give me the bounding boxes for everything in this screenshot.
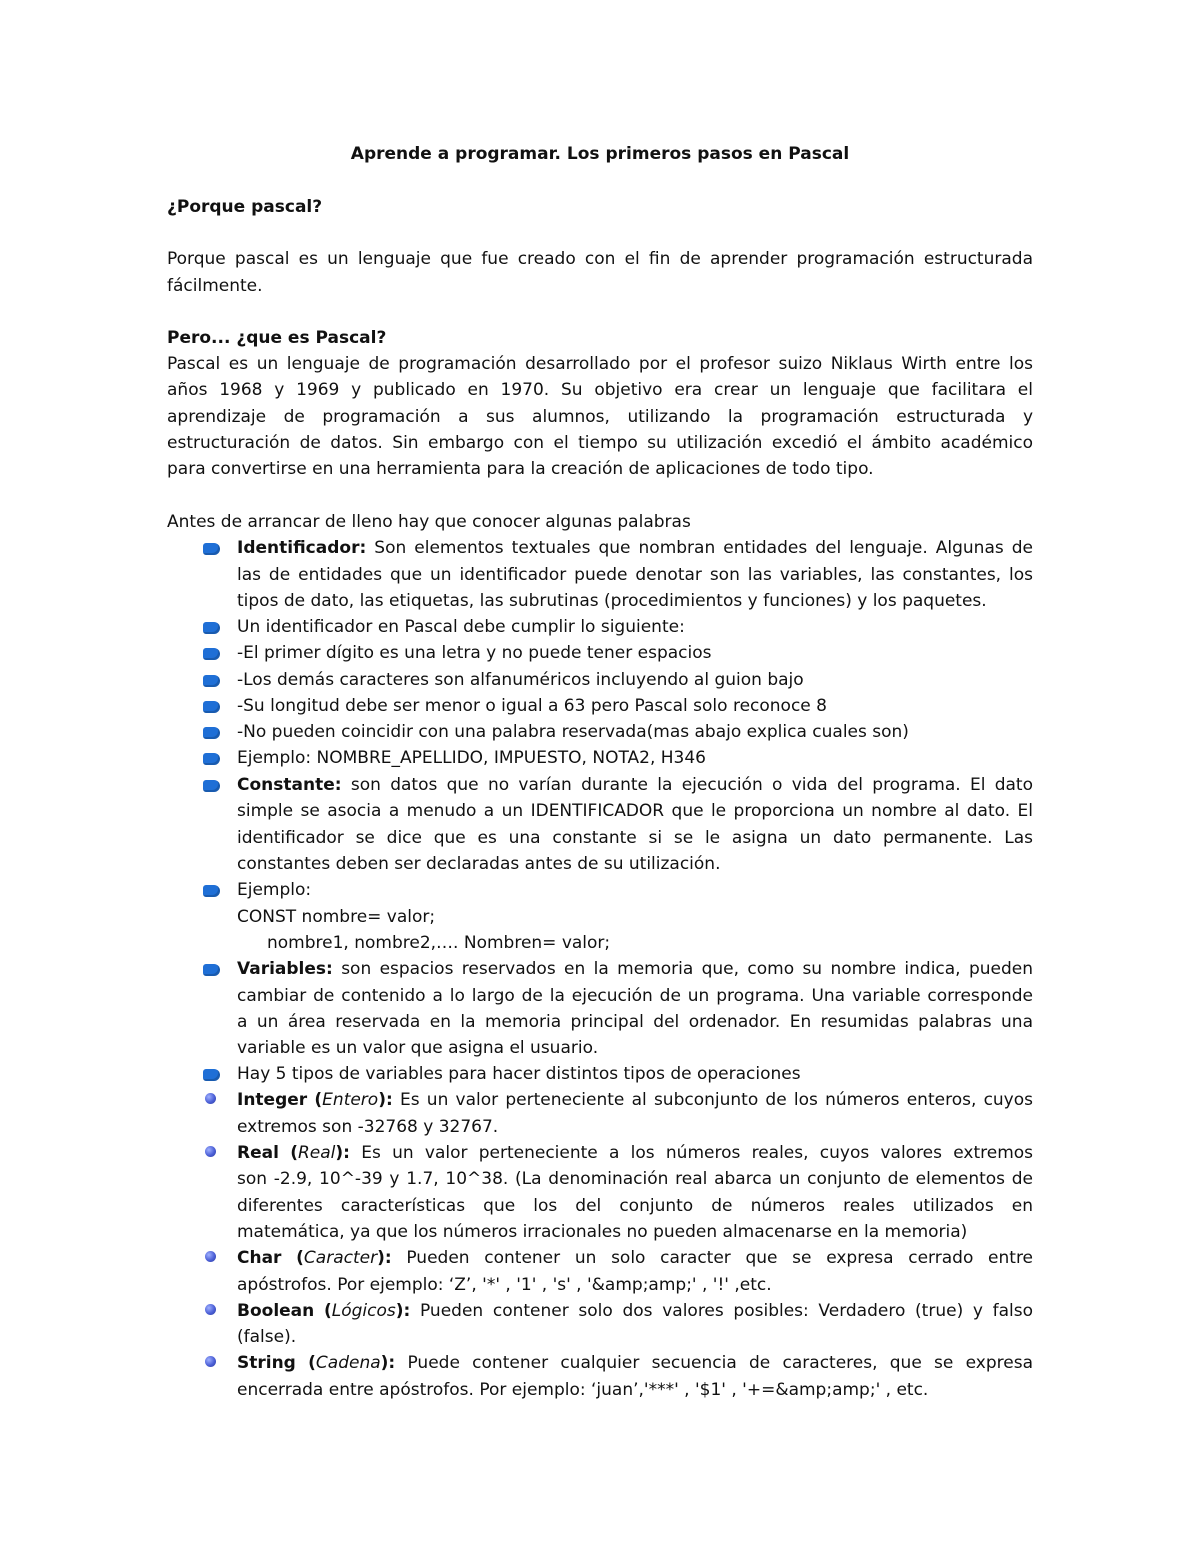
intro-line: Antes de arrancar de lleno hay que conocer algunas palabras bbox=[167, 512, 691, 532]
list-item-continuation: (false). bbox=[237, 1327, 297, 1347]
arrow-bullet-icon bbox=[203, 727, 220, 739]
list-item: -Los demás caracteres son alfanuméricos incluyendo al guion bajo bbox=[237, 670, 804, 690]
round-bullet-icon bbox=[205, 1093, 216, 1104]
list-item: -Su longitud debe ser menor o igual a 63 pero Pascal solo reconoce 8 bbox=[237, 696, 827, 716]
list-item bbox=[237, 773, 1033, 797]
arrow-bullet-icon bbox=[203, 701, 220, 713]
list-item-text: son espacios reservados en la memoria que, como su nombre indica, pueden bbox=[341, 959, 1033, 979]
list-item-text: Son elementos textuales que nombran entidades del lenguaje. Algunas de bbox=[374, 538, 1033, 558]
arrow-bullet-icon bbox=[203, 964, 220, 976]
term-alias: Real bbox=[297, 1143, 336, 1163]
list-item-continuation: extremos son -32768 y 32767. bbox=[237, 1117, 499, 1137]
list-item-continuation: diferentes características que los del conjunto de números reales utilizados en bbox=[237, 1196, 1033, 1216]
document-title: Aprende a programar. Los primeros pasos en Pascal bbox=[350, 144, 850, 164]
list-item-text: Puede contener cualquier secuencia de caracteres, que se expresa bbox=[407, 1353, 1033, 1373]
term: String bbox=[237, 1353, 296, 1373]
list-item-text: Pueden contener solo dos valores posibles: Verdadero (true) y falso bbox=[419, 1301, 1034, 1321]
list-item: Integer (Entero): Es un valor perteneciente al subconjunto de los números enteros, cuyos bbox=[237, 1090, 1034, 1110]
paragraph-line: Porque pascal es un lenguaje que fue creado con el fin de aprender programación estructurada bbox=[167, 249, 1033, 269]
list-item-text: Es un valor perteneciente al subconjunto de los números enteros, cuyos bbox=[400, 1090, 1034, 1110]
list-item: Ejemplo: bbox=[237, 880, 312, 900]
term: Integer bbox=[237, 1090, 308, 1110]
list-item-continuation: son -2.9, 10^-39 y 1.7, 10^38. (La denominación real abarca un conjunto de elementos de bbox=[237, 1169, 1033, 1189]
arrow-bullet-icon bbox=[203, 648, 220, 660]
term-alias: Lógicos bbox=[331, 1301, 396, 1321]
paragraph-line: Pascal es un lenguaje de programación desarrollado por el profesor suizo Niklaus Wirth entre los bbox=[167, 354, 1033, 374]
paragraph-line: fácilmente. bbox=[167, 276, 263, 296]
arrow-bullet-icon bbox=[203, 780, 220, 792]
arrow-bullet-icon bbox=[203, 622, 220, 634]
term-alias: Caracter bbox=[303, 1248, 378, 1268]
list-item: Char (Caracter): Pueden contener un solo caracter que se expresa cerrado entre bbox=[237, 1248, 1034, 1268]
section-heading-que-es-pascal: Pero... ¿que es Pascal? bbox=[167, 328, 387, 348]
term: Char bbox=[237, 1248, 282, 1268]
list-item: -El primer dígito es una letra y no puede tener espacios bbox=[237, 643, 712, 663]
list-item: -No pueden coincidir con una palabra reservada(mas abajo explica cuales son) bbox=[237, 722, 909, 742]
term: Identificador: bbox=[237, 538, 367, 558]
list-item-continuation: encerrada entre apóstrofos. Por ejemplo: ‘juan’,'***' , '$1' , '+=&amp;amp;' , etc. bbox=[237, 1380, 929, 1400]
term: Real bbox=[237, 1143, 279, 1163]
list-item-text: Pueden contener un solo caracter que se expresa cerrado entre bbox=[406, 1248, 1034, 1268]
paragraph-line: estructuración de datos. Sin embargo con el tiempo su utilización excedió el ámbito académico bbox=[167, 433, 1033, 453]
list-item-continuation: tipos de dato, las etiquetas, las subrutinas (procedimientos y funciones) y los paquetes. bbox=[237, 591, 987, 611]
arrow-bullet-icon bbox=[203, 753, 220, 765]
list-item-continuation: las de entidades que un identificador puede denotar son las variables, las constantes, los bbox=[237, 565, 1033, 585]
list-item-continuation: matemática, ya que los números irracionales no pueden almacenarse en la memoria) bbox=[237, 1222, 968, 1242]
round-bullet-icon bbox=[205, 1146, 216, 1157]
term-alias: Entero bbox=[322, 1090, 379, 1110]
arrow-bullet-icon bbox=[203, 675, 220, 687]
list-item: Hay 5 tipos de variables para hacer distintos tipos de operaciones bbox=[237, 1064, 801, 1084]
term-alias: Cadena bbox=[315, 1353, 381, 1373]
list-item bbox=[237, 536, 1033, 560]
list-item-text: son datos que no varían durante la ejecución o vida del programa. El dato bbox=[350, 775, 1034, 795]
list-item-continuation: variable es un valor que asigna el usuario. bbox=[237, 1038, 599, 1058]
arrow-bullet-icon bbox=[203, 1069, 220, 1081]
list-item-text: Es un valor perteneciente a los números reales, cuyos valores extremos bbox=[361, 1143, 1034, 1163]
list-item-continuation: constantes deben ser declaradas antes de su utilización. bbox=[237, 854, 721, 874]
round-bullet-icon bbox=[205, 1356, 216, 1367]
list-item: Un identificador en Pascal debe cumplir lo siguiente: bbox=[237, 617, 685, 637]
list-item-continuation: simple se asocia a menudo a un IDENTIFICADOR que le proporciona un nombre al dato. El bbox=[237, 801, 1033, 821]
paragraph-line: aprendizaje de programación a sus alumnos, utilizando la programación estructurada y bbox=[167, 407, 1033, 427]
list-item: Real (Real): Es un valor perteneciente a los números reales, cuyos valores extremos bbox=[237, 1143, 1034, 1163]
list-item-continuation: identificador se dice que es una constante si se le asigna un dato permanente. Las bbox=[237, 828, 1033, 848]
list-item bbox=[237, 957, 1033, 981]
list-item: Ejemplo: NOMBRE_APELLIDO, IMPUESTO, NOTA2, H346 bbox=[237, 748, 706, 768]
round-bullet-icon bbox=[205, 1251, 216, 1262]
code-line: nombre1, nombre2,…. Nombren= valor; bbox=[267, 933, 611, 953]
paragraph-line: para convertirse en una herramienta para la creación de aplicaciones de todo tipo. bbox=[167, 459, 874, 479]
section-heading-porque-pascal: ¿Porque pascal? bbox=[167, 197, 323, 217]
paragraph-line: años 1968 y 1969 y publicado en 1970. Su objetivo era crear un lenguaje que facilitara el bbox=[167, 380, 1033, 400]
round-bullet-icon bbox=[205, 1304, 216, 1315]
list-item-continuation: cambiar de contenido a lo largo de la ejecución de un programa. Una variable corresponde bbox=[237, 986, 1033, 1006]
list-item: String (Cadena): Puede contener cualquier secuencia de caracteres, que se expresa bbox=[237, 1353, 1033, 1373]
list-item-continuation: a un área reservada en la memoria principal del ordenador. En resumidas palabras una bbox=[237, 1012, 1033, 1032]
arrow-bullet-icon bbox=[203, 543, 220, 555]
list-item-continuation: apóstrofos. Por ejemplo: ‘Z’, '*' , '1' , 's' , '&amp;amp;' , '!' ,etc. bbox=[237, 1275, 772, 1295]
arrow-bullet-icon bbox=[203, 885, 220, 897]
list-item: Boolean (Lógicos): Pueden contener solo dos valores posibles: Verdadero (true) y falso bbox=[237, 1301, 1034, 1321]
term: Variables: bbox=[237, 959, 333, 979]
term: Boolean bbox=[237, 1301, 315, 1321]
term: Constante: bbox=[237, 775, 342, 795]
code-line: CONST nombre= valor; bbox=[237, 907, 436, 927]
